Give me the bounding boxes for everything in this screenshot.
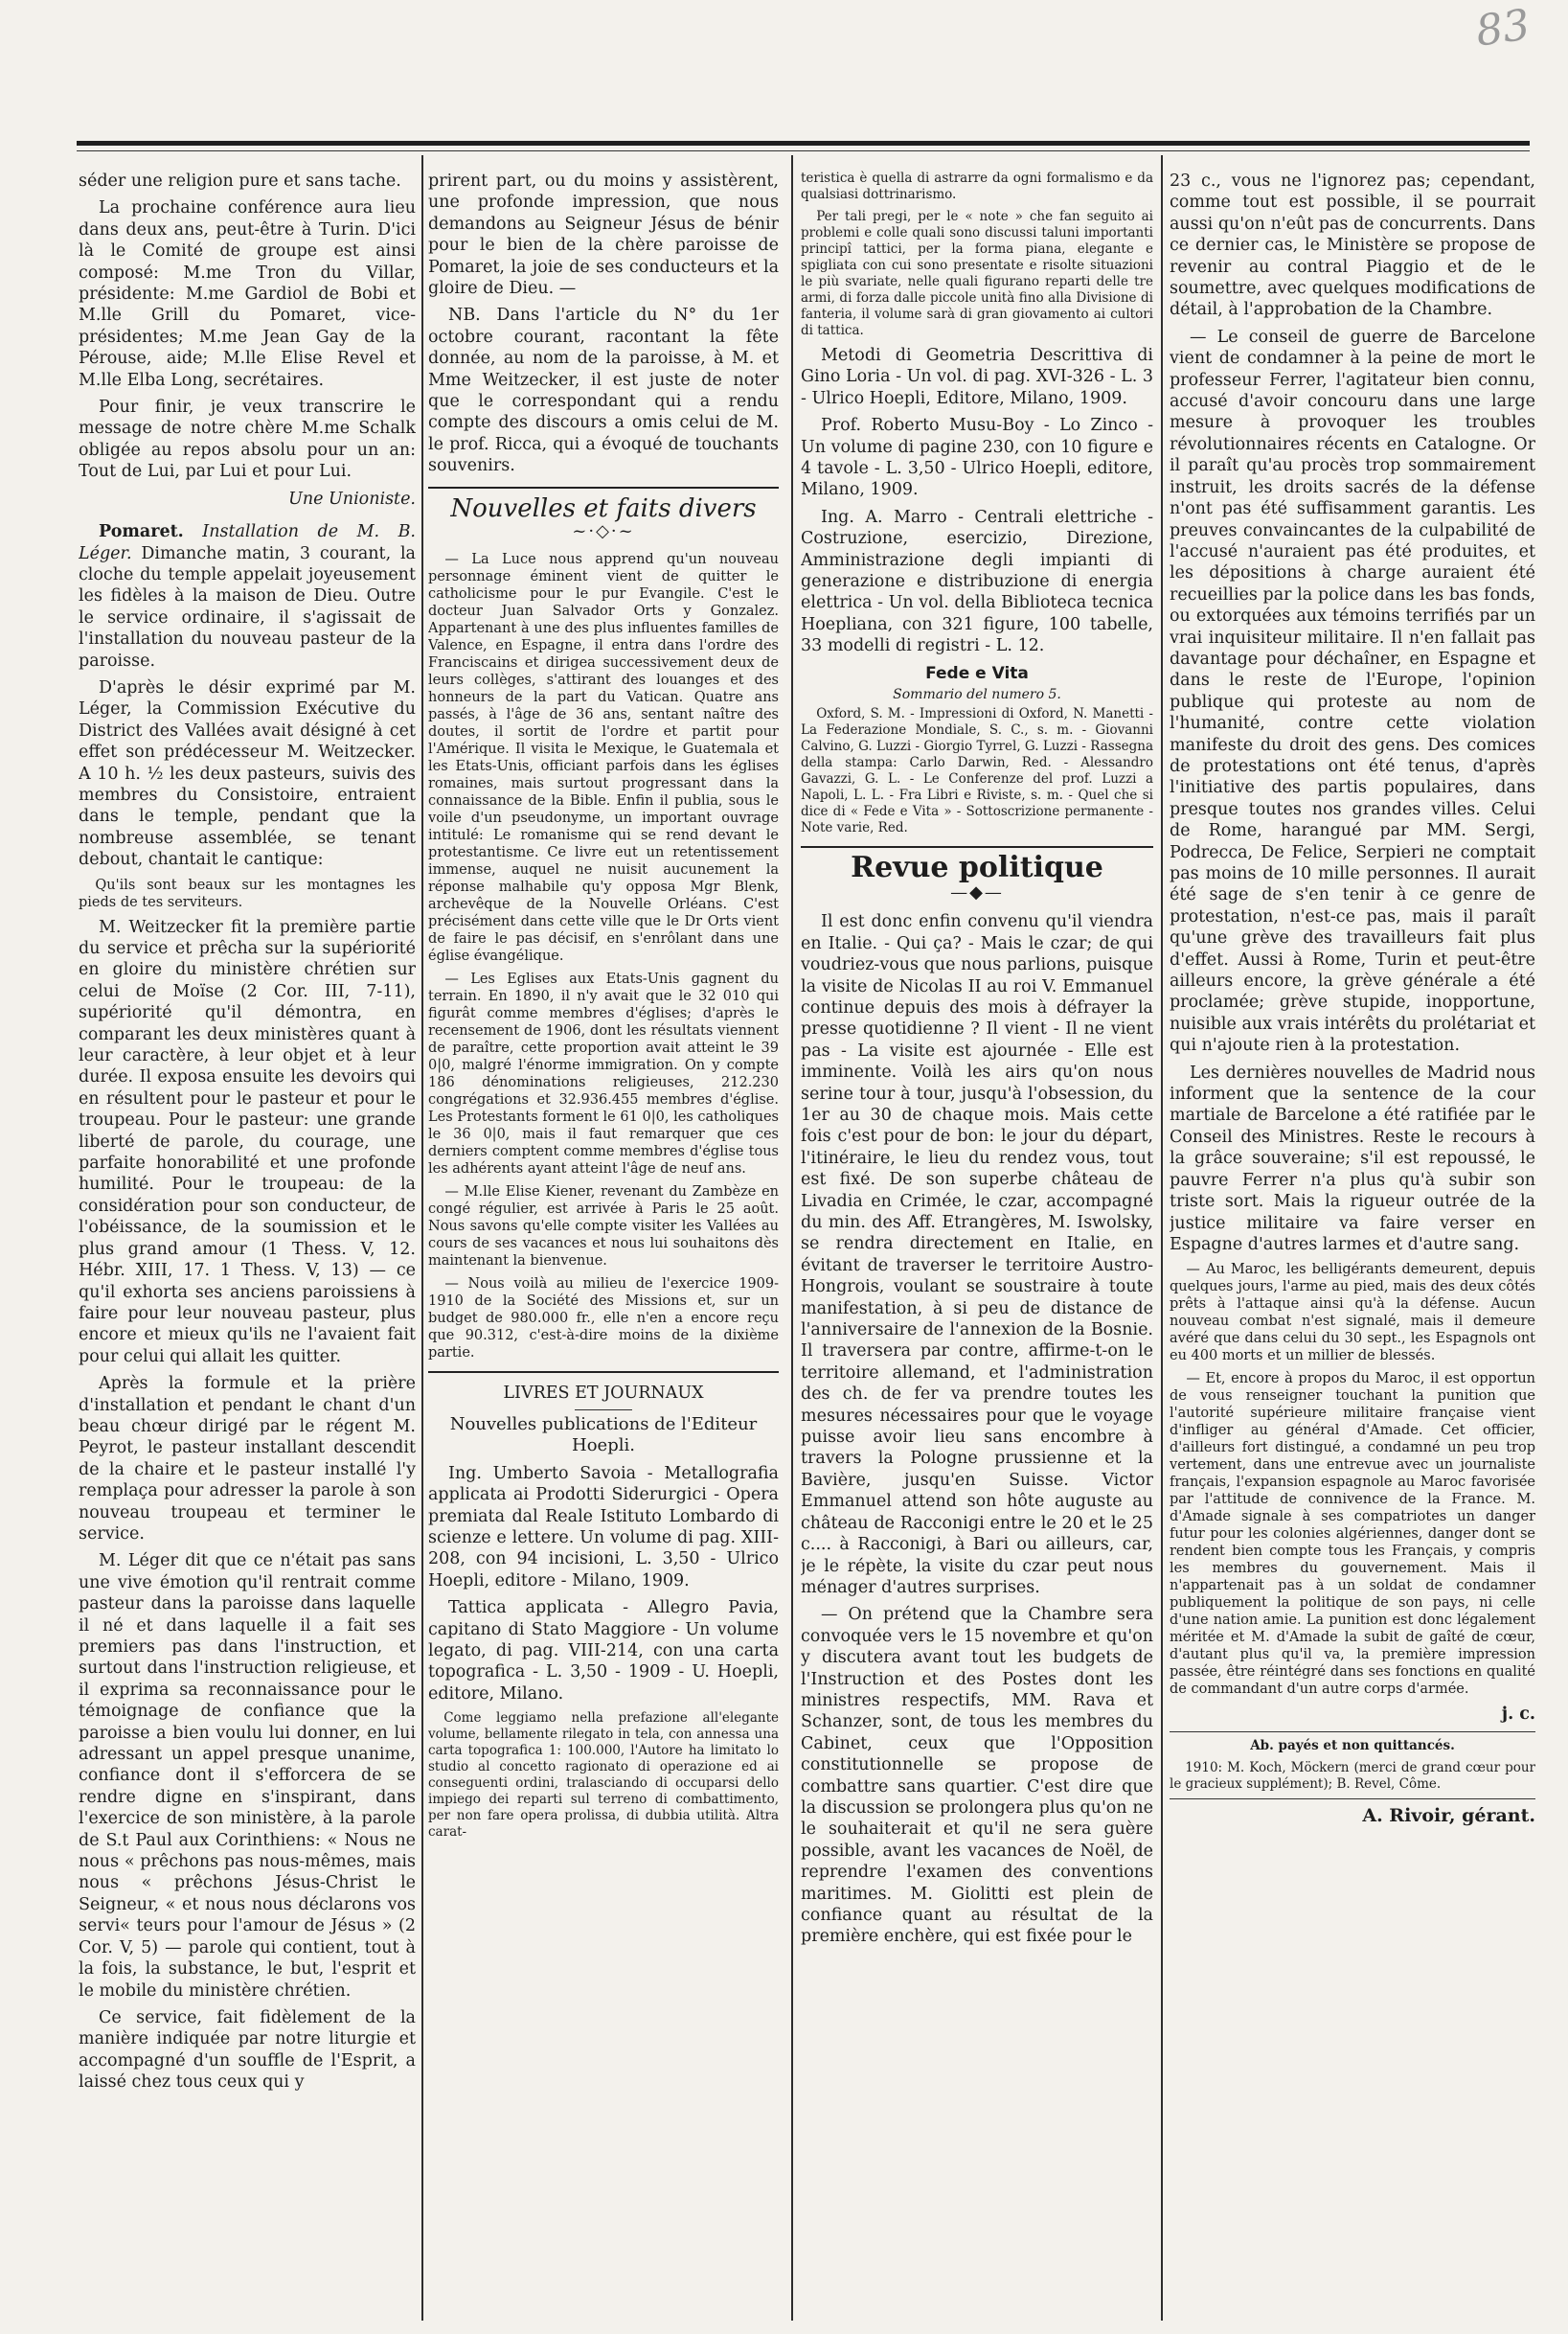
- subscriptions-list: 1910: M. Koch, Möckern (merci de grand cœur pour le gracieux supplément); B. Revel, Côme.: [1170, 1759, 1535, 1792]
- paragraph: Les dernières nouvelles de Madrid nous informent que la sentence de la cour martiale de Barcelone a été ratifiée par le Conseil des Ministres. Reste le recours à la grâce souveraine; s'il est repoussé, le pauvre Ferrer n'a plus qu'à subir son triste sort. Mais la rigueur outrée de la justice militaire va faire verser en Espagne d'autres larmes et d'autre sang.: [1170, 1063, 1535, 1254]
- ornament: —◆—: [950, 881, 1004, 903]
- section-title: Nouvelles et faits divers: [450, 493, 757, 523]
- signature: j. c.: [1501, 1705, 1535, 1725]
- section-title: Revue politique: [851, 850, 1103, 884]
- news-item: — La Luce nous apprend qu'un nouveau personnage éminent vient de quitter le catholicisme pour le pur Evangile. C'est le docteur Juan Salvador Orts y Gonzalez. Appartenant à une des plus influentes familles de Valence, en Espagne, il entra dans l'ordre des Franciscains et dirigea successivement deux de leurs collèges, s'attirant des louanges et des honneurs de la part du Vatican. Quatre ans passés, à l'âge de 36 ans, sentant naître des doutes, il sortit de l'ordre et partit pour l'Amérique. Il visita le Mexique, le Guatemala et les Etats-Unis, officiant parfois dans les églises romaines, mais surtout progressant dans la connaissance de la Bible. Enfin il publia, sous le voile d'un pseudonyme, un important ouvrage intitulé: Le romanisme qui se rend devant le protestantisme. Ce livre eut un retentissement immense, auquel ne nuisit aucunement la réponse malhabile qu'y opposa Mgr Blenk, archevêque de la Nouvelle Orléans. C'est précisément dans cette ville que le Dr Orts vient de faire le pas décisif, en s'enrôlant dans une église évangélique.: [428, 551, 779, 964]
- book-entry: Ing. A. Marro - Centrali elettriche - Costruzione, esercizio, Direzione, Amministrazione degli impianti di generazione e distribuzione di energia elettrica - Un vol. della Biblioteca tecnica Hoepliana, con 321 figure, 100 tabelle, 33 modelli di registri - L. 12.: [801, 507, 1153, 656]
- hymn-quote: Qu'ils sont beaux sur les montagnes les pieds de tes serviteurs.: [79, 877, 416, 910]
- paragraph: séder une religion pure et sans tache.: [79, 172, 401, 191]
- paragraph: — Au Maroc, les belligérants demeurent, depuis quelques jours, l'arme au pied, mais des deux côtés prêts à l'attaque ainsi qu'à la défense. Aucun nouveau combat n'est signalé, mais il demeure avéré que dans celui du 30 sept., les Espagnols ont eu 400 morts et un millier de blessés.: [1170, 1262, 1535, 1364]
- book-note: Come leggiamo nella prefazione all'elegante volume, bellamente rilegato in tela, con annessa una carta topografica 1: 100.000, l'Autore ha limitato lo studio al concetto ragionato di operazione ed ai conseguenti ordini, tralasciando di occuparsi dello impiego dei reparti sul terreno di combattimento, per non fare opera prolissa, di dubbia utilità. Altra carat-: [428, 1710, 779, 1841]
- section-rule: [428, 1371, 779, 1373]
- news-item: — Les Eglises aux Etats-Unis gagnent du terrain. En 1890, il n'y avait que le 32 010 qui figurât comme membres d'églises; d'après le recensement de 1906, dont les résultats viennent de paraître, cette proportion avait atteint le 39 0|0, malgré l'énorme immigration. On y compte 186 dénominations religieuses, 212.230 congrégations et 32.936.455 membres d'église. Les Protestants forment le 61 0|0, les catholiques le 36 0|0, mais il faut remarquer que ces derniers comptent comme membres d'église tous les adhérents ayant atteint l'âge de neuf ans.: [428, 971, 779, 1177]
- paragraph: — On prétend que la Chambre sera convoquée vers le 15 novembre et qu'on y discutera avant tout les budgets de l'Instruction et des Postes dont les ministres respectifs, MM. Rava et Schanzer, sont, de tous les membres du Cabinet, ceux que l'Opposition constitutionnelle se propose de combattre sans quartier. C'est dire que la discussion se prolongera plus qu'on ne le souhaiterait et qu'il ne sera guère possible, avant les vacances de Noël, de reprendre l'examen des conventions maritimes. M. Giolitti est plein de confiance quant au résultat de la première enchère, qui est fixée pour le: [801, 1605, 1153, 1947]
- article-title: Pomaret.: [99, 522, 184, 542]
- book-entry: Metodi di Geometria Descrittiva di Gino Loria - Un vol. di pag. XVI-326 - L. 3 - Ulrico Hoepli, Editore, Milano, 1909.: [801, 346, 1153, 408]
- signature: Une Unioniste.: [288, 489, 416, 509]
- column-divider: [1161, 155, 1163, 2321]
- paragraph: — Et, encore à propos du Maroc, il est opportun de vous renseigner touchant la punition que l'autorité supérieure militaire française vient d'infliger au général d'Amade. Cet officier, d'ailleurs fort distingué, a condamné un peu trop vertement, dans une entrevue avec un journaliste français, l'expansion espagnole au Maroc favorisée par l'attitude de connivence de la France. M. d'Amade signale à ses compatriotes un danger futur pour les colonies algériennes, danger dont se rendent bien compte tous les Français, y compris les membres du gouvernement. Mais il n'appartenait pas à un soldat de condamner publiquement la politique de son pays, ni celle d'une nation amie. La punition est donc légalement méritée et M. d'Amade la subit de gaîté de cœur, d'autant plus qu'il va, la première impression passée, être réintégré dans ses fonctions en qualité de commandant d'un autre corps d'armée.: [1170, 1371, 1535, 1698]
- news-item: — M.lle Elise Kiener, revenant du Zambèze en congé régulier, est arrivée à Paris le 25 août. Nous savons qu'elle compte visiter les Vallées au cours de ses vacances et nous lui souhaitons dès maintenant la bienvenue.: [428, 1183, 779, 1269]
- paragraph: La prochaine conférence aura lieu dans deux ans, peut-être à Turin. D'ici là le Comité de groupe est ainsi composé: M.me Tron du Villar, présidente: M.me Gardiol de Bobi et M.lle Grill du Pomaret, vice-présidentes; M.me Jean Gay de la Pérouse, aide; M.lle Elise Revel et M.lle Elba Long, secrétaires.: [79, 198, 416, 390]
- header-rule-thin: [77, 150, 1530, 151]
- review-subtitle: Sommario del numero 5.: [893, 687, 1061, 703]
- paragraph: — Le conseil de guerre de Barcelone vient de condamner à la peine de mort le professeur Ferrer, l'agitateur bien connu, accusé d'avoir concouru dans une large mesure à provoquer les troubles révolutionnaires récents en Catalogne. Or il paraît qu'au procès trop sommairement instruit, les droits sacrés de la défense n'ont pas été suffisamment garantis. Les preuves convaincantes de la culpabilité de l'accusé n'auraient pas été produites, et les dépositions à charge auraient été recueillies par la police dans les bas fonds, ou extorquées aux témoins terrifiés par un vrai inquisiteur militaire. Il n'en fallait pas davantage pour déchaîner, en Espagne et dans le reste de l'Europe, l'opinion publique qui proteste au nom de l'humanité, contre cette violation manifeste du droit des gens. Des comices de protestations ont été tenus, d'après l'initiative des partis populaires, dans presque toutes nos grandes villes. Celui de Rome, harangué par MM. Sergi, Podrecca, De Felice, Serpieri ne comptait pas moins de 10 mille personnes. Il aurait été sage de s'en tenir à ce genre de protestation, n'est-ce pas, mais il paraît qu'une grève des travailleurs fait plus d'effet. Aussi à Rome, Turin et peut-être ailleurs encore, la grève générale a été proclamée; grève stupide, inopportune, nuisible aux vrais intérêts du prolétariat et qui n'ajoute rien à la protestation.: [1170, 327, 1535, 1056]
- gerant-signature: A. Rivoir, gérant.: [1362, 1804, 1535, 1826]
- column-2: [428, 171, 779, 2315]
- paragraph: Ce service, fait fidèlement de la manière indiquée par notre liturgie et accompagné d'un souffle de l'Esprit, a laissé chez tous ceux qui y: [79, 2007, 416, 2093]
- section-rule: [428, 487, 779, 489]
- article-subtitle: Installation de M. B. Léger.: [79, 522, 416, 563]
- header-rule: [77, 141, 1530, 146]
- paragraph: prirent part, ou du moins y assistèrent, une profonde impression, que nous demandons au Seigneur Jésus de bénir pour le bien de la chère paroisse de Pomaret, la joie de ses conducteurs et la gloire de Dieu. —: [428, 172, 779, 299]
- short-rule: [575, 1409, 632, 1410]
- paragraph: 23 c., vous ne l'ignorez pas; cependant, comme tout est possible, il se pourrait aussi qu'on n'eût pas de concurrents. Dans ce dernier cas, le Ministère se propose de revenir au contral Piaggio et de le soumettre, avec quelques modifications de détail, à l'approbation de la Chambre.: [1170, 172, 1535, 320]
- book-entry: Tattica applicata - Allegro Pavia, capitano di Stato Maggiore - Un volume legato, di pag. VIII-214, con una carta topografica - L. 3,50 - 1909 - U. Hoepli, editore, Milano.: [428, 1598, 779, 1704]
- publisher-heading: Nouvelles publications de l'Editeur Hoepli.: [449, 1413, 758, 1456]
- paragraph: Après la formule et la prière d'installation et pendant le chant d'un beau chœur dirigé par le régent M. Peyrot, le pasteur installant descendit de la chaire et le pasteur installé l'y remplaça pour adresser la parole à son nouveau troupeau et terminer le service.: [79, 1374, 416, 1544]
- page-number-mark: 83: [1472, 0, 1534, 57]
- column-divider: [791, 155, 793, 2321]
- article-pomaret: [79, 521, 416, 672]
- paragraph: D'après le désir exprimé par M. Léger, la Commission Exécutive du District des Vallées avait désigné à cet effet son prédécesseur M. Weitzecker. A 10 h. ½ les deux pasteurs, suivis des membres du Consistoire, entraient dans le temple, pendant que la nombreuse assemblée, se tenant debout, chantait le cantique:: [79, 677, 416, 870]
- book-note: teristica è quella di astrarre da ogni formalismo e da qualsiasi dottrinarismo.: [801, 171, 1153, 202]
- subscriptions-heading: Ab. payés et non quittancés.: [1250, 1737, 1455, 1753]
- book-entry: Ing. Umberto Savoia - Metallografia applicata ai Prodotti Siderurgici - Opera premiata dal Reale Istituto Lombardo di scienze e lettere. Un volume di pag. XIII-208, con 94 incisioni, L. 3,50 - Ulrico Hoepli, editore - Milano, 1909.: [428, 1463, 779, 1590]
- paragraph: Il est donc enfin convenu qu'il viendra en Italie. - Qui ça? - Mais le czar; de qui voudriez-vous que nous parlions, puisque la visite de Nicolas II au roi V. Emmanuel continue depuis des mois à défrayer la presse quotidienne ? Il vient - Il ne vient pas - La visite est ajournée - Elle est imminente. Voilà les airs qu'on nous serine tour à tour, jusqu'à l'obsession, du 1er au 30 de chaque mois. Mais cette fois c'est pour de bon: le jour du départ, l'itinéraire, le lieu du rendez vous, tout est fixé. De son superbe château de Livadia en Crimée, le czar, accompagné du min. des Aff. Etrangères, M. Iswolsky, se rendra directement en Italie, en évitant de traverser le territoire Austro-Hongrois, voulant se soustraire à toute manifestation, à si peu de distance de l'anniversaire de l'annexion de la Bosnie. Il traversera par contre, affirme-t-on le territoire allemand, et l'administration des ch. de fer va prendre toutes les mesures nécessaires pour que le voyage puisse avoir lieu sans encombre à travers la Pologne prussienne et la Bavière, jusqu'en Suisse. Victor Emmanuel attend son hôte auguste au château de Racconigi entre le 20 et le 25 c.... à Racconigi, à Bari ou ailleurs, car, je le répète, la visite du czar peut nous ménager d'autres surprises.: [801, 912, 1153, 1597]
- ornament: ~·◇·~: [572, 521, 635, 542]
- review-contents: Oxford, S. M. - Impressioni di Oxford, N. Manetti - La Federazione Mondiale, S. C., s. m. - Giovanni Calvino, G. Luzzi - Giorgio Tyrrel, G. Luzzi - Rassegna della stampa: Carlo Darwin, Red. - Alessandro Gavazzi, G. L. - Le Conferenze del prof. Luzzi a Napoli, L. L. - Fra Libri e Riviste, s. m. - Quel che si dice di « Fede e Vita » - Sottoscrizione permanente - Note varie, Red.: [801, 705, 1153, 835]
- section-rule: [1170, 1731, 1535, 1732]
- section-rule: [1170, 1798, 1535, 1799]
- paragraph: M. Weitzecker fit la première partie du service et prêcha sur la supériorité en gloire du ministère chrétien sur celui de Moïse (2 Cor. III, 7-11), supériorité qu'il démontra, en comparant les deux ministères quant à leur caractère, à leur objet et à leur durée. Il exposa ensuite les devoirs qui en résultent pour le pasteur et pour le troupeau. Pour le pasteur: une grande liberté de parole, du courage, une parfaite honorabilité et une profonde humilité. Pour le troupeau: de la considération pour son conducteur, de l'obéissance, de la soumission et le plus grand amour (1 Thess. V, 12. Hébr. XIII, 17. 1 Thess. V, 13) — ce qu'il exhorta ses anciens paroissiens à faire pour leur nouveau pasteur, plus encore et mieux qu'ils ne l'avaient fait pour celui qui allait les quitter.: [79, 917, 416, 1366]
- paragraph: Dimanche matin, 3 courant, la cloche du temple appelait joyeusement les fidèles à la maison de Dieu. Outre le service ordinaire, il s'agissait de l'installation du nouveau pasteur de la paroisse.: [79, 543, 416, 671]
- book-entry: Prof. Roberto Musu-Boy - Lo Zinco - Un volume di pagine 230, con 10 figure e 4 tavole - L. 3,50 - Ulrico Hoepli, editore, Milano, 1909.: [801, 416, 1153, 500]
- column-divider: [421, 155, 423, 2321]
- review-title: Fede e Vita: [925, 663, 1029, 683]
- section-rule: [801, 846, 1153, 848]
- paragraph: M. Léger dit que ce n'était pas sans une vive émotion qu'il rentrait comme pasteur dans la paroisse dans laquelle il né et dans laquelle il a fait ses premiers pas dans l'instruction, et surtout dans l'instruction religieuse, et il exprima sa reconnaissance pour le témoignage de confiance que la paroisse a bien voulu lui donner, en lui adressant un appel presque unanime, confiance dont il s'efforcera de se rendre digne en s'inspirant, dans l'exercice de son ministère, à la parole de S.t Paul aux Corinthiens: « Nous ne nous « prêchons pas nous-mêmes, mais nous « prêchons Jésus-Christ le Seigneur, « et nous nous déclarons vos servi« teurs pour l'amour de Jésus » (2 Cor. V, 5) — parole qui contient, tout à la fois, la substance, le but, l'esprit et le mobile du ministère chrétien.: [79, 1551, 416, 2001]
- paragraph: Pour finir, je veux transcrire le message de notre chère M.me Schalk obligée au repos absolu pour un an: Tout de Lui, par Lui et pour Lui.: [79, 398, 416, 482]
- section-heading: LIVRES ET JOURNAUX: [503, 1383, 704, 1403]
- note: NB. Dans l'article du N° du 1er octobre courant, racontant la fête donnée, au nom de la paroisse, à M. et Mme Weitzecker, il est juste de noter que le correspondant qui a rendu compte des discours a omis celui de M. le prof. Ricca, qui a évoqué de touchants souvenirs.: [428, 306, 779, 476]
- column-1: [79, 171, 416, 2315]
- book-note: Per tali pregi, per le « note » che fan seguito ai problemi e colle quali sono discussi taluni importanti principî tattici, per la forma piana, elegante e spigliata con cui sono presentate e risolte situazioni le più svariate, nelle quali figurano reparti delle tre armi, di forza dalle piccole unità fino alla Divisione di fanteria, il volume sarà di gran giovamento ai cultori di tattica.: [801, 209, 1153, 338]
- column-3: [801, 171, 1153, 2315]
- news-item: — Nous voilà au milieu de l'exercice 1909-1910 de la Société des Missions et, sur un budget de 980.000 fr., elle n'en a encore reçu que 90.312, c'est-à-dire moins de la dixième partie.: [428, 1275, 779, 1361]
- column-4: [1170, 171, 1535, 2315]
